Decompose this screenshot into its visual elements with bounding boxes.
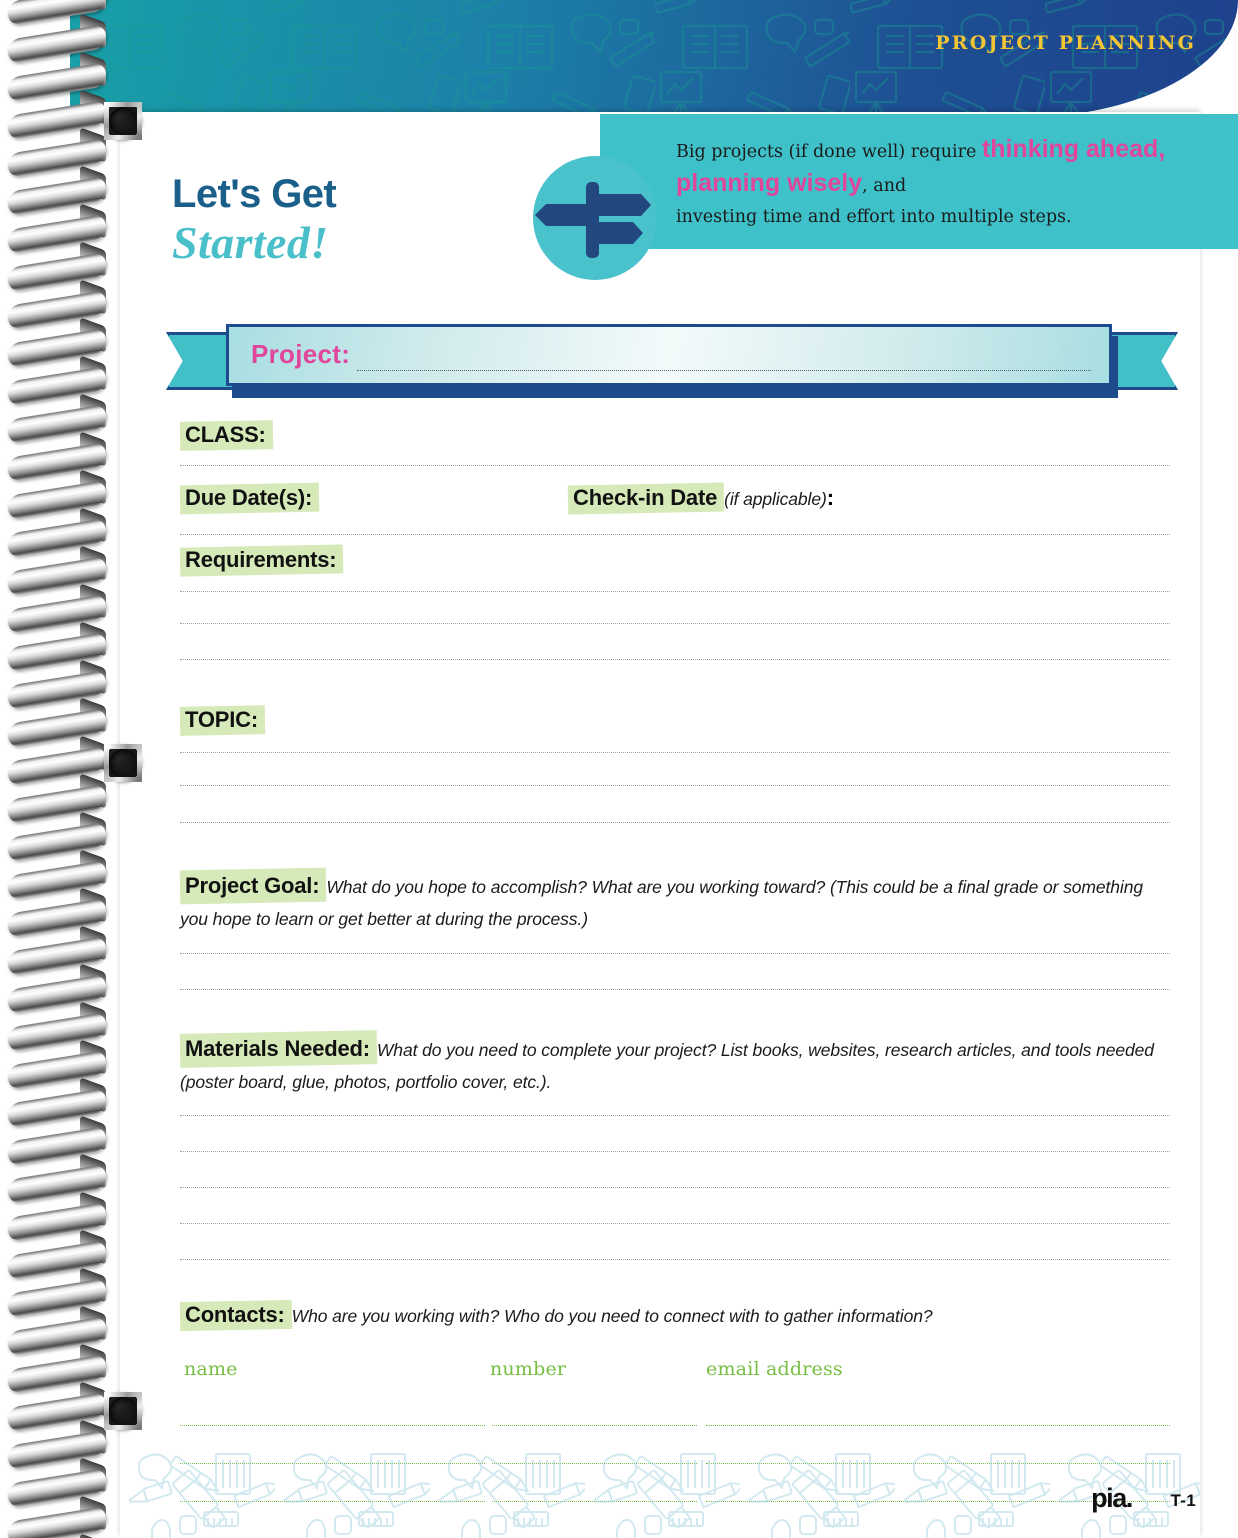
field-project-goal <box>180 868 1170 936</box>
project-goal-line-2[interactable] <box>180 989 1170 990</box>
requirements-line-1[interactable] <box>180 591 1170 592</box>
worksheet-form <box>180 420 1170 1538</box>
callout-text-part2: , and <box>862 176 907 196</box>
binding-hole <box>104 744 142 782</box>
binding-hole <box>104 1392 142 1430</box>
contacts-col-email: email address <box>706 1358 843 1380</box>
checkin-date-label: Check-in Date <box>568 483 724 514</box>
materials-line-4[interactable] <box>180 1223 1170 1224</box>
field-due-date <box>180 483 1170 545</box>
topic-line-3[interactable] <box>180 822 1170 823</box>
contacts-hint: Who are you working with? Who do you need to connect with to gather information? <box>291 1306 933 1326</box>
contacts-col-number: number <box>490 1358 567 1380</box>
requirements-label: Requirements: <box>180 545 343 576</box>
binding-hole <box>104 102 142 140</box>
requirements-line-2[interactable] <box>180 623 1170 624</box>
banner-body <box>226 324 1112 386</box>
due-date-input-line[interactable] <box>180 534 1170 535</box>
materials-line-3[interactable] <box>180 1187 1170 1188</box>
callout-highlight: thinking ahead, planning wisely <box>676 135 1166 197</box>
signpost-icon <box>533 156 657 280</box>
project-banner <box>166 318 1178 398</box>
contacts-label: Contacts: <box>180 1300 292 1331</box>
class-input-line[interactable] <box>180 465 1170 466</box>
materials-line-5[interactable] <box>180 1259 1170 1260</box>
field-materials <box>180 1031 1170 1099</box>
requirements-line-3[interactable] <box>180 659 1170 660</box>
page-number: T-1 <box>1170 1491 1196 1510</box>
field-class <box>180 420 1170 466</box>
header-supplies-pattern <box>70 0 1238 118</box>
spiral-coil <box>8 1506 116 1538</box>
materials-line-1[interactable] <box>180 1115 1170 1116</box>
project-goal-line-1[interactable] <box>180 953 1170 954</box>
footer-supplies-pattern <box>120 1450 1200 1538</box>
callout-text-part3: investing time and effort into multiple steps. <box>676 207 1072 227</box>
spiral-binding <box>0 0 120 1538</box>
field-contacts <box>180 1300 1170 1331</box>
project-input-line[interactable] <box>357 370 1091 371</box>
header-title: PROJECT PLANNING <box>935 32 1196 54</box>
checkin-date-colon: : <box>826 485 835 510</box>
topic-label: TOPIC: <box>180 705 265 736</box>
topic-line-1[interactable] <box>180 752 1170 753</box>
page-header-band <box>70 0 1238 118</box>
materials-label: Materials Needed: <box>180 1031 377 1067</box>
project-goal-label: Project Goal: <box>180 868 326 904</box>
materials-line-2[interactable] <box>180 1151 1170 1152</box>
project-goal-hint: What do you hope to accomplish? What are you working toward? (This could be a final grade or something you hope to learn or get better at during the process.) <box>180 877 1143 929</box>
callout-box <box>600 114 1238 249</box>
contacts-col-name: name <box>184 1358 238 1380</box>
page-title-line1: Let's Get <box>172 172 337 216</box>
field-requirements <box>180 545 1170 587</box>
callout-text-part1: Big projects (if done well) require <box>676 142 982 162</box>
due-date-label: Due Date(s): <box>180 483 319 514</box>
checkin-date-hint: (if applicable) <box>724 489 827 509</box>
contacts-row <box>180 1388 1170 1426</box>
topic-line-2[interactable] <box>180 785 1170 786</box>
checkin-date-group <box>568 483 834 514</box>
page-title-line2: Started! <box>172 217 329 268</box>
contacts-table-header <box>180 1358 1170 1388</box>
class-label: CLASS: <box>180 420 273 451</box>
field-topic <box>180 705 1170 749</box>
brand-logo: pia. <box>1091 1483 1132 1513</box>
banner-label: Project: <box>251 339 351 369</box>
materials-hint: What do you need to complete your project? List books, websites, research articles, and tools needed (poster board, glue, photos, portfolio cover, etc.). <box>180 1040 1154 1092</box>
